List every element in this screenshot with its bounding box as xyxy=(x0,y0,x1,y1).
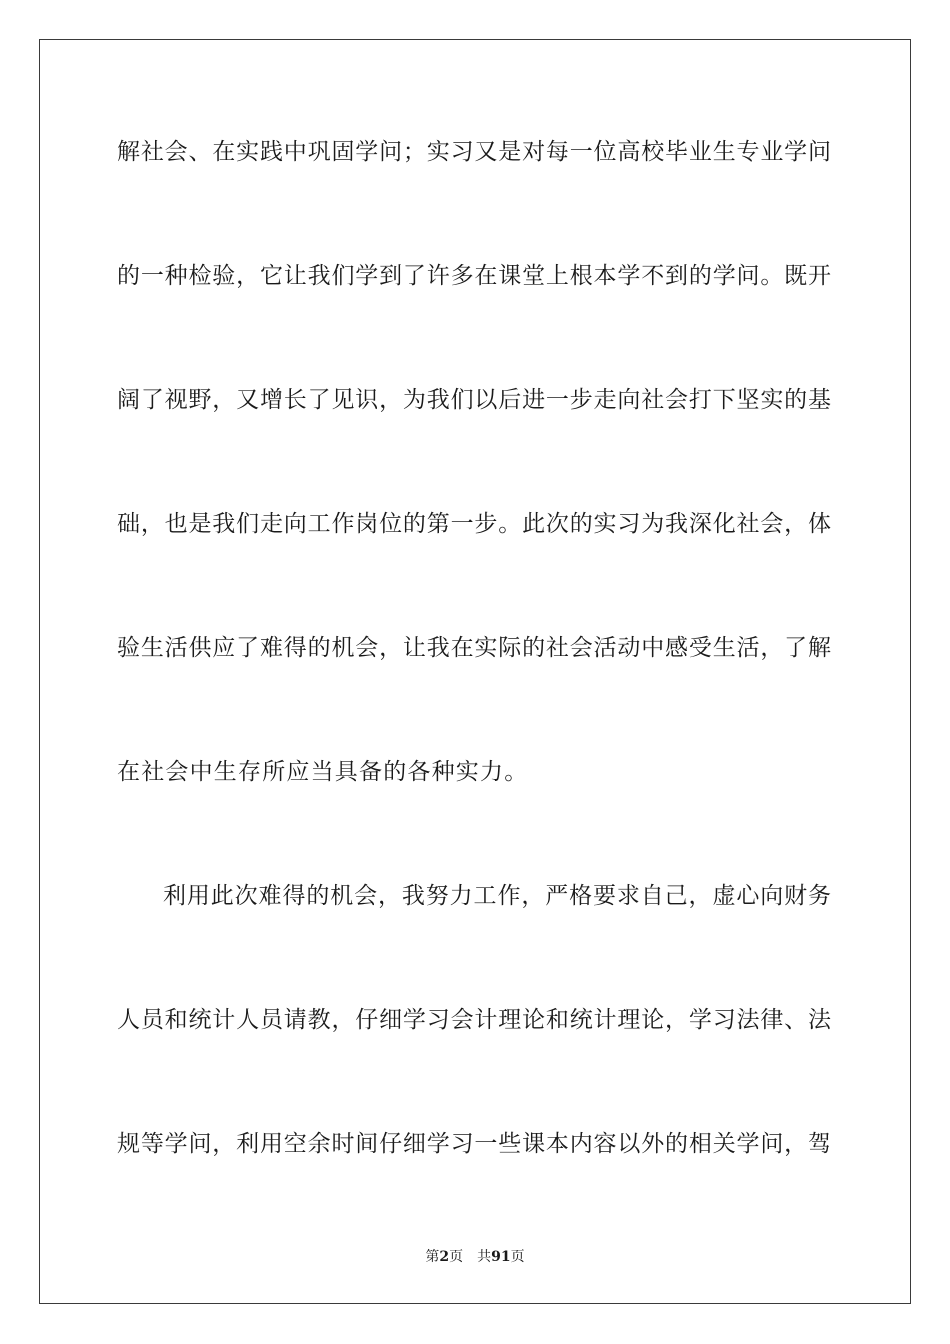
text-line: 的一种检验，它让我们学到了许多在课堂上根本学不到的学问。既开 xyxy=(117,263,831,289)
text-line: 础，也是我们走向工作岗位的第一步。此次的实习为我深化社会，体 xyxy=(117,511,831,537)
total-prefix: 共 xyxy=(477,1249,492,1265)
text-line: 解社会、在实践中巩固学问；实习又是对每一位高校毕业生专业学问 xyxy=(117,139,831,165)
page-footer xyxy=(0,1248,950,1266)
text-line: 阔了视野，又增长了见识，为我们以后进一步走向社会打下坚实的基 xyxy=(117,387,831,413)
text-line: 人员和统计人员请教，仔细学习会计理论和统计理论，学习法律、法 xyxy=(117,1007,831,1033)
page-suffix: 页 xyxy=(449,1249,464,1265)
text-line: 在社会中生存所应当具备的各种实力。 xyxy=(117,759,529,785)
text-line: 规等学问，利用空余时间仔细学习一些课本内容以外的相关学问，驾 xyxy=(117,1131,831,1157)
paragraph-first-line: 利用此次难得的机会，我努力工作，严格要求自己，虚心向财务 xyxy=(163,883,831,909)
page-number: 2 xyxy=(439,1249,450,1265)
total-suffix: 页 xyxy=(510,1249,525,1265)
text-line: 验生活供应了难得的机会，让我在实际的社会活动中感受生活，了解 xyxy=(117,635,831,661)
page-border xyxy=(39,39,911,1304)
total-pages: 91 xyxy=(491,1249,511,1265)
page-prefix: 第 xyxy=(425,1249,440,1265)
